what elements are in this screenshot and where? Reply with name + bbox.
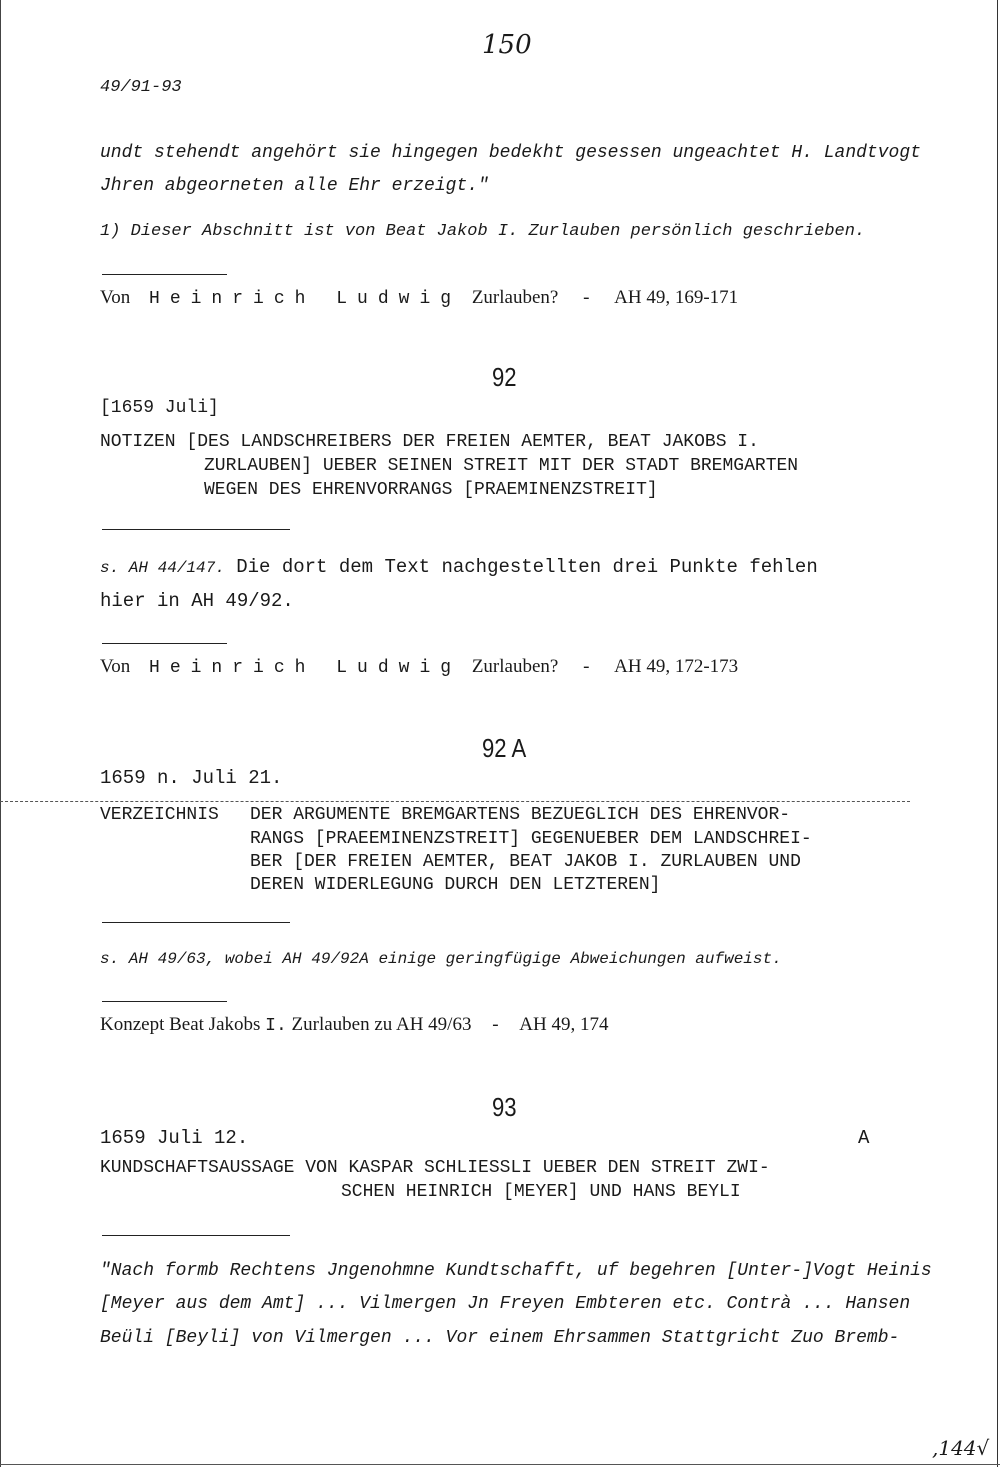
source-line-92a: [100, 656, 738, 678]
scan-left-edge: [0, 0, 1, 1467]
document-title-93-line-1: KUNDSCHAFTSAUSSAGE VON KASPAR SCHLIESSLI UEBER DEN STREIT ZWI-: [100, 1158, 770, 1178]
separator-rule: [102, 643, 227, 644]
source-line-93: [100, 1014, 609, 1036]
document-title-92a-line-3: BER [DER FREIEN AEMTER, BEAT JAKOB I. ZURLAUBEN UND: [250, 852, 801, 872]
note-92-text: Die dort dem Text nachgestellten drei Punkte fehlen: [236, 556, 818, 578]
document-number-92a: 92 A: [482, 733, 527, 763]
document-version-letter: A: [858, 1127, 870, 1149]
source-roman-numeral: I.: [265, 1016, 287, 1036]
document-title-92a-line-2: RANGS [PRAEEMINENZSTREIT] GEGENUEBER DEM LANDSCHREI-: [250, 829, 812, 849]
source-author-name: Heinrich Ludwig: [149, 289, 462, 309]
document-title-93-line-2: SCHEN HEINRICH [MEYER] UND HANS BEYLI: [341, 1182, 741, 1202]
document-title-92a-lead: VERZEICHNIS: [100, 805, 219, 825]
document-reference: 49/91-93: [100, 78, 182, 97]
source-author-surname: Zurlauben?: [471, 287, 559, 308]
source-prefix: Von: [100, 287, 131, 308]
source-text: Konzept Beat Jakobs: [100, 1014, 261, 1035]
note-92-line-2: hier in AH 49/92.: [100, 590, 294, 612]
document-title-92a-line-4: DEREN WIDERLEGUNG DURCH DEN LETZTEREN]: [250, 875, 661, 895]
quote-93-line-2: [Meyer aus dem Amt] ... Vilmergen Jn Freyen Embteren etc. Contrà ... Hansen: [100, 1294, 911, 1314]
document-date-92: [1659 Juli]: [100, 398, 219, 418]
source-separator: -: [583, 656, 590, 677]
quote-93-line-1: "Nach formb Rechtens Jngenohmne Kundtschafft, uf begehren [Unter-]Vogt Heinis: [100, 1261, 932, 1281]
source-archive-ref-1: AH 49/63: [395, 1014, 472, 1035]
separator-rule: [102, 529, 290, 530]
separator-rule: [102, 1001, 227, 1002]
note-92-reference: s. AH 44/147.: [100, 559, 225, 577]
document-title-92-line-2: ZURLAUBEN] UEBER SEINEN STREIT MIT DER STADT BREMGARTEN: [204, 456, 799, 476]
document-number-93: 93: [492, 1092, 517, 1122]
source-author-name: Heinrich Ludwig: [149, 658, 462, 678]
separator-rule: [102, 1235, 290, 1236]
note-92a: s. AH 49/63, wobei AH 49/92A einige geringfügige Abweichungen aufweist.: [100, 950, 782, 968]
source-separator: -: [492, 1014, 499, 1035]
scan-bottom-edge: [0, 1464, 1000, 1465]
document-date-93: 1659 Juli 12.: [100, 1127, 249, 1149]
source-archive-ref-2: AH 49, 174: [519, 1014, 609, 1035]
source-prefix: Von: [100, 656, 131, 677]
document-title-92-line-3: WEGEN DES EHRENVORRANGS [PRAEMINENZSTREIT]: [204, 480, 658, 500]
document-date-92a: 1659 n. Juli 21.: [100, 767, 283, 789]
quote-continuation-line-1: undt stehendt angehört sie hingegen bedekht gesessen ungeachtet H. Landtvogt: [100, 143, 921, 163]
source-mid-text: Zurlauben zu: [291, 1014, 393, 1035]
handwritten-page-mark: ,144√: [932, 1436, 990, 1460]
source-archive-ref: AH 49, 172-173: [614, 656, 739, 677]
quote-93-line-3: Beüli [Beyli] von Vilmergen ... Vor einem Ehrsammen Stattgricht Zuo Bremb-: [100, 1328, 900, 1348]
source-line-92: [100, 287, 738, 309]
folio-number: 150: [482, 30, 532, 60]
scan-artifact-line: [0, 801, 910, 802]
separator-rule: [102, 274, 227, 275]
document-number-92: 92: [492, 362, 517, 392]
footnote: 1) Dieser Abschnitt ist von Beat Jakob I. Zurlauben persönlich geschrieben.: [100, 222, 866, 241]
document-title-92-line-1: NOTIZEN [DES LANDSCHREIBERS DER FREIEN AEMTER, BEAT JAKOBS I.: [100, 432, 759, 452]
scan-right-edge: [997, 0, 998, 1467]
source-author-surname: Zurlauben?: [471, 656, 559, 677]
quote-continuation-line-2: Jhren abgeorneten alle Ehr erzeigt.": [100, 176, 489, 196]
source-separator: -: [583, 287, 590, 308]
separator-rule: [102, 922, 290, 923]
note-92-line-1: [100, 556, 818, 578]
source-archive-ref: AH 49, 169-171: [614, 287, 739, 308]
document-title-92a-line-1: DER ARGUMENTE BREMGARTENS BEZUEGLICH DES EHRENVOR-: [250, 805, 791, 825]
